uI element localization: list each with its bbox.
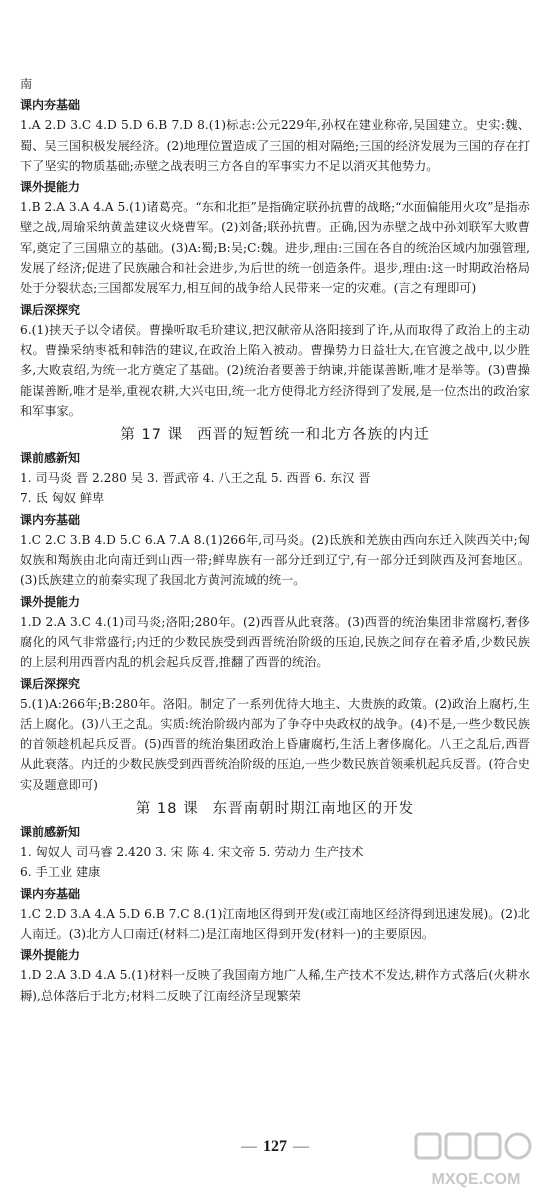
answer-paragraph: 1. 匈奴人 司马睿 2.420 3. 宋 陈 4. 宋文帝 5. 劳动力 生产技术: [20, 845, 364, 860]
watermark-logo: [412, 1130, 540, 1192]
lesson-heading: [20, 423, 530, 447]
section-heading: 课前感新知: [20, 451, 81, 466]
section-heading: 课内夯基础: [20, 886, 81, 901]
answer-paragraph: 6. 手工业 建康: [20, 865, 101, 880]
answer-paragraph: 1.A 2.D 3.C 4.D 5.D 6.B 7.D 8.(1)标志:公元229年,孙权在建业称帝,吴国建立。史实:魏、蜀、吴三国积极发展经济。(2)地理位置造成了三国的相对隔绝;三国的经济发展为三国的存在打下了坚实的物质基础;赤壁之战表明三方各自的军事实力不足以消灭其他势力。: [20, 118, 530, 173]
answer-paragraph: 南: [20, 77, 33, 91]
section-heading: 课内夯基础: [20, 98, 81, 113]
answer-content: [20, 74, 530, 1006]
answer-paragraph: 1.C 2.D 3.A 4.A 5.D 6.B 7.C 8.(1)江南地区得到开发(或江南地区经济得到迅速发展)。(2)北人南迁。(3)北方人口南迁(材料二)是江南地区得到开发(材料一)的主要原因。: [20, 906, 530, 941]
lesson-title: 西晋的短暂统一和北方各族的内迁: [197, 427, 430, 444]
answer-paragraph: 7. 氐 匈奴 鲜卑: [20, 491, 105, 506]
answer-page: [20, 0, 530, 1006]
watermark-text: MXQE.COM: [431, 1171, 521, 1188]
section-heading: 课外提能力: [20, 948, 81, 963]
lesson-title: 东晋南朝时期江南地区的开发: [212, 801, 415, 818]
lesson-heading: [20, 797, 530, 821]
section-heading: 课后深探究: [20, 676, 81, 691]
section-heading: 课外提能力: [20, 180, 81, 195]
answer-site-logo-icon: [412, 1130, 540, 1192]
section-heading: 课内夯基础: [20, 512, 81, 527]
lesson-number: 第 17 课: [120, 427, 184, 444]
section-heading: 课前感新知: [20, 825, 81, 840]
top-margin: [20, 0, 530, 74]
page-number-value: 127: [263, 1138, 287, 1155]
answer-paragraph: 1. 司马炎 晋 2.280 吴 3. 晋武帝 4. 八王之乱 5. 西晋 6. 东汉 晋: [20, 471, 371, 486]
answer-paragraph: 1.C 2.C 3.B 4.D 5.C 6.A 7.A 8.(1)266年,司马炎。(2)氐族和羌族由西向东迁入陕西关中;匈奴族和羯族由北向南迁到山西一带;鲜卑族有一部分迁到辽宁,有一部分迁到陕西及河套地区。(3)氐族建立的前秦实现了我国北方黄河流域的统一。: [20, 532, 530, 588]
answer-paragraph: 1.D 2.A 3.D 4.A 5.(1)材料一反映了我国南方地广人稀,生产技术不发达,耕作方式落后(火耕水耨),总体落后于北方;材料二反映了江南经济呈现繁荣: [20, 968, 530, 1003]
answer-paragraph: 1.D 2.A 3.C 4.(1)司马炎;洛阳;280年。(2)西晋从此衰落。(3)西晋的统治集团非常腐朽,奢侈腐化的风气非常盛行;内迁的少数民族受到西晋统治阶级的压迫,民族之间存在着矛盾,少数民族的上层利用西晋内乱的机会起兵反晋,推翻了西晋的统治。: [20, 614, 530, 670]
answer-paragraph: 5.(1)A:266年;B:280年。洛阳。制定了一系列优待大地主、大贵族的政策。(2)政治上腐朽,生活上腐化。(3)八王之乱。实质:统治阶级内部为了争夺中央政权的战争。(4)不是,一些少数民族的首领趁机起兵反晋。(5)西晋的统治集团政治上昏庸腐朽,生活上奢侈腐化。八王之乱后,西晋从此衰落。内迁的少数民族受到西晋统治阶级的压迫,一些少数民族首领乘机起兵反晋。(符合史实及题意即可): [20, 696, 530, 792]
answer-paragraph: 6.(1)挟天子以令诸侯。曹操听取毛玠建议,把汉献帝从洛阳接到了许,从而取得了政治上的主动权。曹操采纳枣祗和韩浩的建议,在政治上陷入被动。曹操势力日益壮大,在官渡之战中,以少胜多,大败袁绍,为统一北方奠定了基础。(2)统治者要善于纳谏,并能谋善断,唯才是举等。(3)曹操能谋善断,唯才是举,重视农耕,大兴屯田,统一北方使得北方经济得到了发展,是一位杰出的政治家和军事家。: [20, 322, 530, 418]
section-heading: 课外提能力: [20, 594, 81, 609]
page-number: — 127 —: [241, 1138, 309, 1155]
section-heading: 课后深探究: [20, 302, 81, 317]
lesson-number: 第 18 课: [135, 801, 199, 818]
answer-paragraph: 1.B 2.A 3.A 4.A 5.(1)诸葛亮。“东和北拒”是指确定联孙抗曹的战略;“水面偏能用火攻”是指赤壁之战,周瑜采纳黄盖建议火烧曹军。(2)刘备;联孙抗曹。正确,因为赤壁之战中孙刘联军大败曹军,奠定了三国鼎立的基础。(3)A:蜀;B:吴;C:魏。进步,理由:三国在各自的统治区域内加强管理,发展了经济;促进了民族融合和社会进步,为后世的统一创造条件。退步,理由:这一时期政治格局处于分裂状态;三国都发展军力,相互间的战争给人民带来一定的灾难。(言之有理即可): [20, 200, 530, 296]
